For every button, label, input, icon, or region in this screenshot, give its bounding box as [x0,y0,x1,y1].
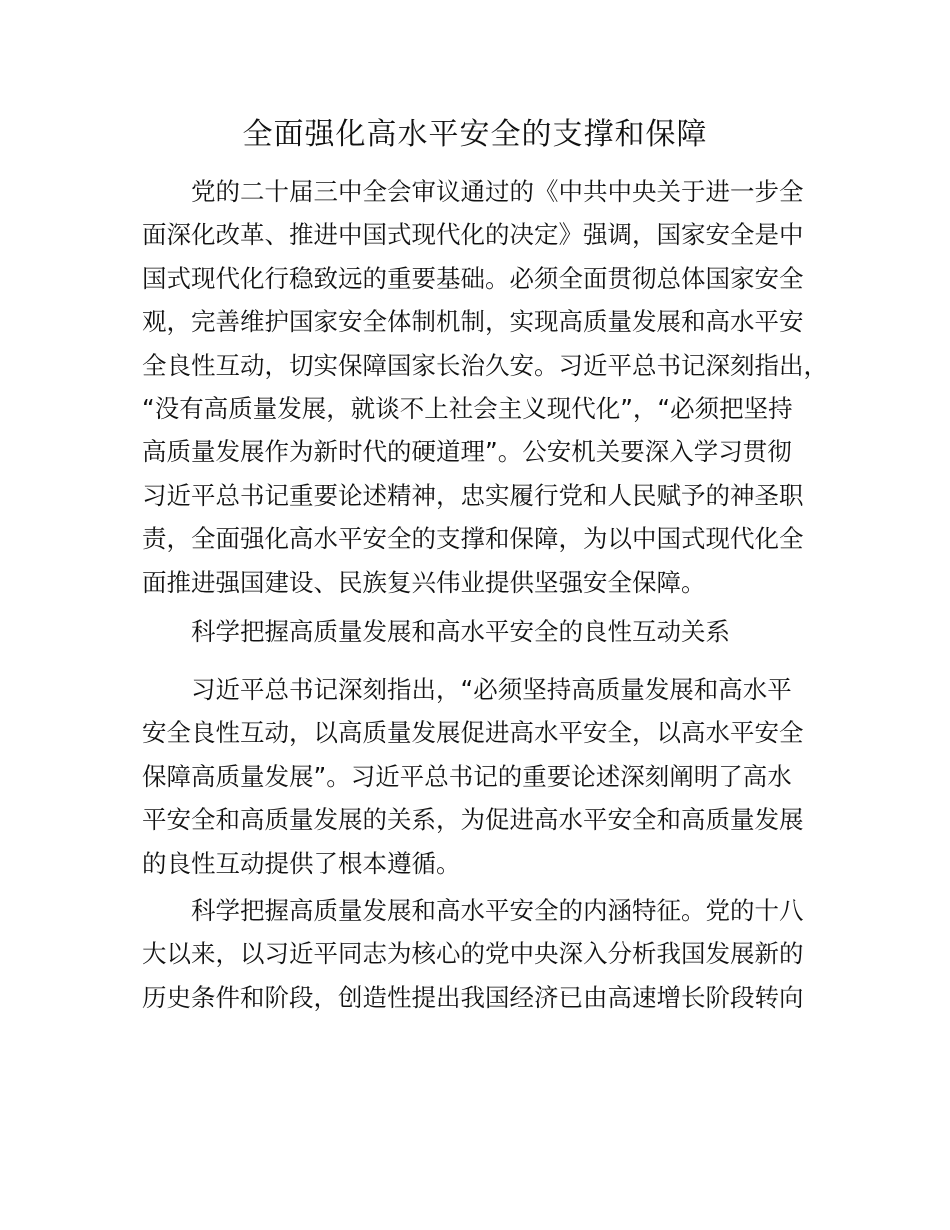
paragraph-quote [142,668,832,885]
text-line: 习近平总书记重要论述精神，忠实履行党和人民赋予的神圣职 [142,480,804,510]
text-line: 观，完善维护国家安全体制机制，实现高质量发展和高水平安 [142,307,804,337]
text-line: “没有高质量发展，就谈不上社会主义现代化”，“必须把坚持 [142,393,793,423]
text-line: 国式现代化行稳致远的重要基础。必须全面贯彻总体国家安全 [142,263,804,293]
text-line: 平安全和高质量发展的关系，为促进高水平安全和高质量发展 [142,805,804,835]
text-line: 面推进强国建设、民族复兴伟业提供坚强安全保障。 [142,567,706,597]
text-line: 安全良性互动，以高质量发展促进高水平安全，以高水平安全 [142,718,804,748]
paragraph-intro [142,170,832,604]
text-line: 的良性互动提供了根本遵循。 [142,848,461,878]
text-line: 党的二十届三中全会审议通过的《中共中央关于进一步全 [191,177,804,206]
text-line: 大以来，以习近平同志为核心的党中央深入分析我国发展新的 [142,939,804,969]
text-line: 高质量发展作为新时代的硬道理”。公安机关要深入学习贯彻 [142,437,792,467]
text-line: 保障高质量发展”。习近平总书记的重要论述深刻阐明了高水 [142,761,792,791]
paragraph-connotation [142,889,832,1019]
text-line: 科学把握高质量发展和高水平安全的良性互动关系 [191,617,730,646]
section-heading [142,610,832,653]
text-line: 责，全面强化高水平安全的支撑和保障，为以中国式现代化全 [142,524,804,554]
text-line: 历史条件和阶段，创造性提出我国经济已由高速增长阶段转向 [142,982,804,1012]
text-line: 全良性互动，切实保障国家长治久安。习近平总书记深刻指出， [142,350,828,380]
text-line: 面深化改革、推进中国式现代化的决定》强调，国家安全是中 [142,220,804,250]
text-line: 习近平总书记深刻指出，“必须坚持高质量发展和高水平 [191,675,792,704]
text-line: 科学把握高质量发展和高水平安全的内涵特征。党的十八 [191,896,804,925]
document-title: 全面强化高水平安全的支撑和保障 [242,117,708,152]
